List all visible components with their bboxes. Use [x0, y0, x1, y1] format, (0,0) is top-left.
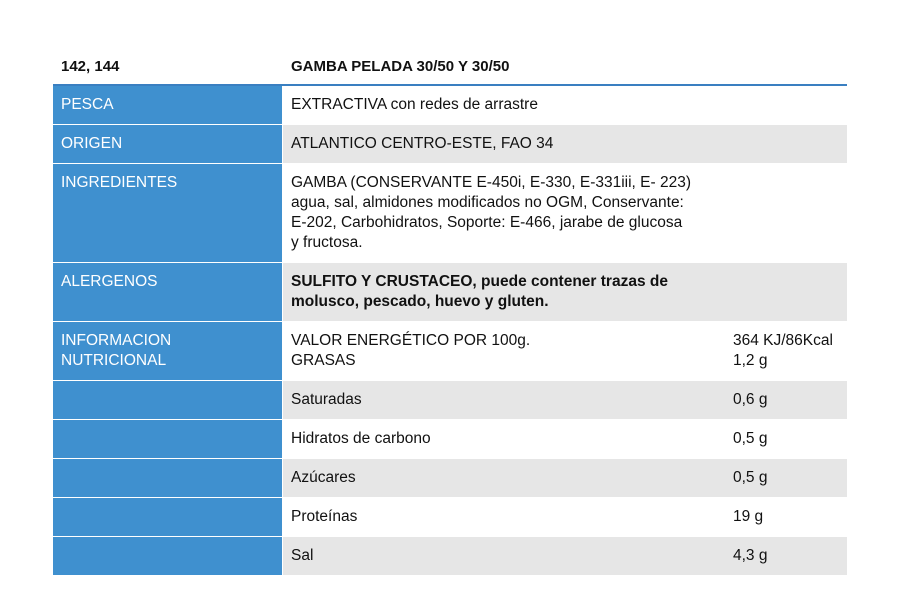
saturadas-value	[283, 381, 847, 419]
product-name: GAMBA PELADA 30/50 Y 30/50	[291, 57, 510, 75]
row-hidratos	[53, 420, 847, 459]
row-azucares	[53, 459, 847, 498]
row-saturadas	[53, 381, 847, 420]
ingredientes-line: GAMBA (CONSERVANTE E-450i, E-330, E-331iii, E- 223)	[291, 174, 691, 191]
pesca-value	[283, 86, 847, 124]
nutrient-name: Azúcares	[291, 469, 356, 486]
hidratos-value	[283, 420, 847, 458]
nutrient-qty: 0,6 g	[733, 391, 768, 408]
ingredientes-line: E-202, Carbohidratos, Soporte: E-466, jarabe de glucosa	[291, 214, 683, 231]
azucares-value	[283, 459, 847, 497]
alergenos-line: molusco, pescado, huevo y gluten.	[291, 293, 549, 310]
nutricional-label	[53, 322, 283, 380]
row-sal	[53, 537, 847, 576]
nutrient-name: GRASAS	[291, 352, 356, 369]
nutricional-value	[283, 322, 847, 380]
alergenos-line: SULFITO Y CRUSTACEO, puede contener trazas de	[291, 273, 668, 290]
ingredientes-line: agua, sal, almidones modificados no OGM, Conservante:	[291, 194, 684, 211]
nutrient-name: Sal	[291, 547, 314, 564]
nutrient-name: Saturadas	[291, 391, 362, 408]
row-nutricional	[53, 322, 847, 381]
empty-label-cell	[53, 420, 283, 458]
nutrient-qty: 19 g	[733, 508, 764, 525]
alergenos-label: ALERGENOS	[53, 263, 283, 321]
product-code: 142, 144	[61, 57, 120, 75]
nutrient-name: Hidratos de carbono	[291, 430, 431, 447]
ingredientes-value	[283, 164, 847, 262]
row-alergenos	[53, 263, 847, 322]
empty-label-cell	[53, 498, 283, 536]
sal-value	[283, 537, 847, 575]
alergenos-value	[283, 263, 847, 321]
origen-value	[283, 125, 847, 163]
nutrient-qty: 4,3 g	[733, 547, 768, 564]
nutricional-label-line: NUTRICIONAL	[61, 352, 167, 369]
pesca-label: PESCA	[53, 86, 283, 124]
nutrient-qty: 0,5 g	[733, 469, 768, 486]
row-proteinas	[53, 498, 847, 537]
row-ingredientes	[53, 164, 847, 263]
row-pesca	[53, 86, 847, 125]
ingredientes-line: y fructosa.	[291, 234, 363, 251]
sheet-header	[53, 48, 847, 86]
nutrient-qty: 364 KJ/86Kcal	[733, 332, 833, 349]
empty-label-cell	[53, 381, 283, 419]
nutricional-label-line: INFORMACION	[61, 332, 172, 349]
nutrient-name: VALOR ENERGÉTICO POR 100g.	[291, 332, 531, 349]
nutrient-qty: 1,2 g	[733, 352, 768, 369]
nutrient-name: Proteínas	[291, 508, 358, 525]
proteinas-value	[283, 498, 847, 536]
nutrient-qty: 0,5 g	[733, 430, 768, 447]
pesca-text: EXTRACTIVA con redes de arrastre	[291, 96, 538, 113]
ingredientes-label: INGREDIENTES	[53, 164, 283, 262]
empty-label-cell	[53, 459, 283, 497]
empty-label-cell	[53, 537, 283, 575]
product-spec-sheet	[53, 48, 847, 576]
origen-text: ATLANTICO CENTRO-ESTE, FAO 34	[291, 135, 554, 152]
origen-label: ORIGEN	[53, 125, 283, 163]
row-origen	[53, 125, 847, 164]
